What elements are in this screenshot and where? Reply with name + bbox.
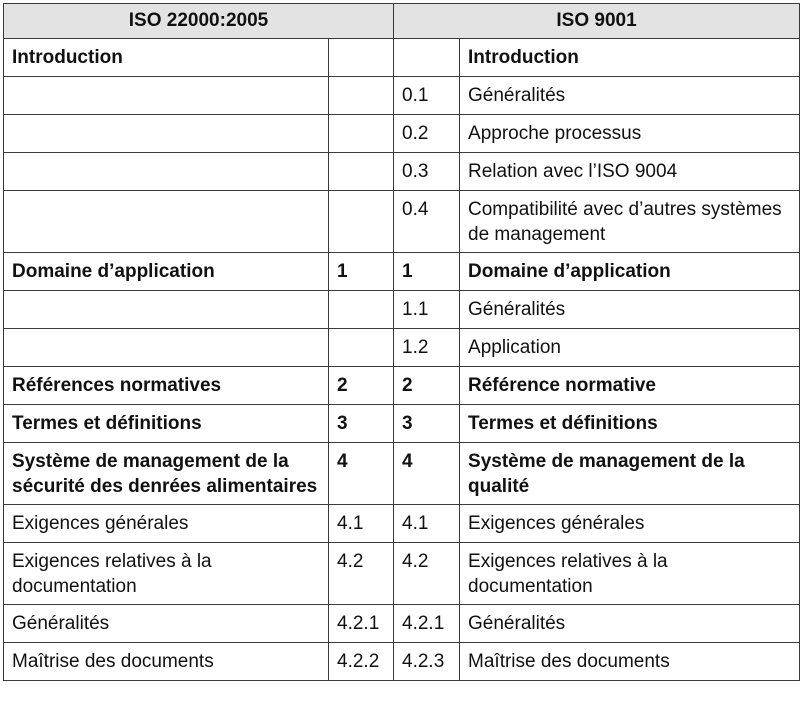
table-row — [4, 543, 800, 605]
iso22000-title-cell — [4, 77, 329, 115]
iso9001-title-cell: Généralités — [460, 291, 800, 329]
iso22000-clause-cell — [329, 329, 394, 367]
iso9001-clause-cell — [394, 39, 460, 77]
table-row — [4, 329, 800, 367]
iso9001-title-cell: Application — [460, 329, 800, 367]
iso9001-title-cell: Domaine d’application — [460, 253, 800, 291]
iso22000-clause-cell: 4.1 — [329, 505, 394, 543]
iso9001-title-cell: Termes et définitions — [460, 405, 800, 443]
iso9001-clause-cell: 1 — [394, 253, 460, 291]
table-row — [4, 39, 800, 77]
table-row — [4, 153, 800, 191]
iso22000-clause-cell — [329, 77, 394, 115]
iso22000-clause-cell — [329, 153, 394, 191]
iso22000-clause-cell — [329, 191, 394, 253]
table-row — [4, 405, 800, 443]
iso9001-title-cell: Exigences relatives à la documentation — [460, 543, 800, 605]
comparison-table — [3, 3, 800, 681]
iso9001-clause-cell: 0.2 — [394, 115, 460, 153]
header-iso-9001: ISO 9001 — [394, 4, 800, 39]
table-row — [4, 191, 800, 253]
iso22000-clause-cell — [329, 39, 394, 77]
table-row — [4, 115, 800, 153]
iso9001-clause-cell: 4.2 — [394, 543, 460, 605]
iso9001-title-cell: Compatibilité avec d’autres systèmes de management — [460, 191, 800, 253]
iso9001-clause-cell: 0.1 — [394, 77, 460, 115]
table-row — [4, 253, 800, 291]
table-body — [4, 39, 800, 681]
iso22000-title-cell: Références normatives — [4, 367, 329, 405]
iso22000-title-cell — [4, 329, 329, 367]
iso9001-clause-cell: 0.4 — [394, 191, 460, 253]
iso9001-clause-cell: 3 — [394, 405, 460, 443]
header-row — [4, 4, 800, 39]
table-row — [4, 367, 800, 405]
iso22000-title-cell — [4, 291, 329, 329]
iso22000-title-cell: Maîtrise des documents — [4, 643, 329, 681]
header-iso-22000: ISO 22000:2005 — [4, 4, 394, 39]
table-row — [4, 291, 800, 329]
iso9001-clause-cell: 2 — [394, 367, 460, 405]
iso9001-title-cell: Référence normative — [460, 367, 800, 405]
iso22000-clause-cell: 4.2.2 — [329, 643, 394, 681]
table-row — [4, 443, 800, 505]
iso9001-title-cell: Exigences générales — [460, 505, 800, 543]
iso22000-title-cell: Termes et définitions — [4, 405, 329, 443]
iso9001-clause-cell: 4.2.3 — [394, 643, 460, 681]
table-row — [4, 643, 800, 681]
table-row — [4, 605, 800, 643]
table-row — [4, 77, 800, 115]
iso9001-clause-cell: 1.2 — [394, 329, 460, 367]
table-row — [4, 505, 800, 543]
iso22000-title-cell: Généralités — [4, 605, 329, 643]
iso9001-title-cell: Maîtrise des documents — [460, 643, 800, 681]
iso22000-clause-cell: 4.2 — [329, 543, 394, 605]
iso9001-clause-cell: 0.3 — [394, 153, 460, 191]
iso22000-clause-cell — [329, 291, 394, 329]
iso22000-clause-cell: 4 — [329, 443, 394, 505]
iso22000-clause-cell: 1 — [329, 253, 394, 291]
iso22000-title-cell: Exigences générales — [4, 505, 329, 543]
iso22000-title-cell: Domaine d’application — [4, 253, 329, 291]
iso9001-title-cell: Généralités — [460, 605, 800, 643]
iso9001-clause-cell: 4.1 — [394, 505, 460, 543]
iso9001-clause-cell: 4 — [394, 443, 460, 505]
iso9001-title-cell: Système de management de la qualité — [460, 443, 800, 505]
iso22000-title-cell: Exigences relatives à la documentation — [4, 543, 329, 605]
iso9001-title-cell: Approche processus — [460, 115, 800, 153]
iso22000-title-cell: Introduction — [4, 39, 329, 77]
iso22000-clause-cell: 3 — [329, 405, 394, 443]
iso9001-clause-cell: 1.1 — [394, 291, 460, 329]
iso9001-clause-cell: 4.2.1 — [394, 605, 460, 643]
iso22000-title-cell — [4, 191, 329, 253]
iso9001-title-cell: Introduction — [460, 39, 800, 77]
iso22000-title-cell — [4, 153, 329, 191]
iso9001-title-cell: Généralités — [460, 77, 800, 115]
iso9001-title-cell: Relation avec l’ISO 9004 — [460, 153, 800, 191]
iso22000-clause-cell — [329, 115, 394, 153]
iso22000-title-cell — [4, 115, 329, 153]
iso22000-title-cell: Système de management de la sécurité des denrées alimentaires — [4, 443, 329, 505]
iso22000-clause-cell: 4.2.1 — [329, 605, 394, 643]
iso22000-clause-cell: 2 — [329, 367, 394, 405]
